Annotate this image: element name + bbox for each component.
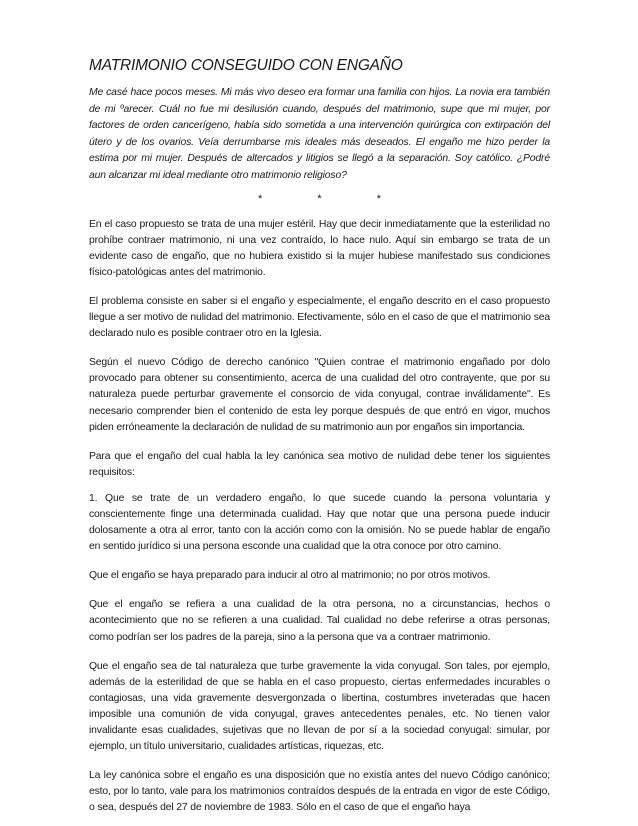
requirement-4: Que el engaño sea de tal naturaleza que turbe gravemente la vida conyugal. Son tales, por ejemplo, además de la esterilidad de que se habla en el caso propuesto, ciertas enfermedades incurables o contagiosas, una vida gravemente desvergonzada o libertina, costumbres inveteradas que hacen imposible una comunión de vida conyugal, graves antecedentes penales, etc. No tienen valor invalidante esas cualidades, sujetivas que no llevan de por sí a la sociedad conyugal: simular, por ejemplo, un título universitario, cualidades artísticas, riquezas, etc. — [89, 660, 550, 753]
requirement-1: 1. Que se trate de un verdadero engaño, lo que sucede cuando la persona voluntaria y conscientemente finge una determinada cualidad. Hay que notar que una persona puede inducir dolosamente a otra al error, tanto con la acción como con la omisión. No se puede hablar de engaño en sentido jurídico si una persona esconde una cualidad que la otra conoce por otro camino. — [89, 492, 550, 553]
page-title: MATRIMONIO CONSEGUIDO CON ENGAÑO — [89, 57, 403, 74]
reader-question: Me casé hace pocos meses. Mi más vivo deseo era formar una familia con hijos. La novia era también de mi ºarecer. Cuál no fue mi desilusión cuando, después del matrimonio, supe que mi mujer, por factores de orden cancerígeno, había sido sometida a una intervención quirúrgica con extirpación del útero y de los ovarios. Veía derrumbarse mis ideales más deseados. El engaño me hizo perder la estima por mi mujer. Después de altercados y litigios se llegó a la separación. Soy católico. ¿Podré aun alcanzar mi ideal mediante otro matrimonio religioso? — [89, 87, 550, 181]
requirement-3: Que el engaño se refiera a una cualidad de la otra persona, no a circunstancias, hechos o acontecimiento que no se refieren a una cualidad. Tal cualidad no debe referirse a otras personas, como podrían ser los padres de la pareja, sino a la persona que va a contraer matrimonio. — [89, 599, 550, 643]
requirement-2: Que el engaño se haya preparado para inducir al otro al matrimonio; no por otros motivos. — [89, 570, 491, 582]
paragraph-1: En el caso propuesto se trata de una mujer estéril. Hay que decir inmediatamente que la esterilidad no prohíbe contraer matrimonio, ni una vez contraído, lo hace nulo. Aquí sin embargo se trata de un evidente caso de engaño, que no hubiera existido si la mujer hubiese manifestado sus condiciones físico-patológicas antes del matrimonio. — [89, 218, 550, 278]
paragraph-last: La ley canónica sobre el engaño es una disposición que no existía antes del nuevo Código canónico; esto, por lo tanto, vale para los matrimonios contraídos después de la entrada en vigor de este Código, o sea, después del 27 de noviembre de 1983. Sólo en el caso de que el engaño haya — [89, 770, 550, 814]
paragraph-2: El problema consiste en saber si el engaño y especialmente, el engaño descrito en el caso propuesto llegue a ser motivo de nulidad del matrimonio. Efectivamente, sólo en el caso de que el matrimonio sea declarado nulo es posible contraer otro en la Iglesia. — [89, 295, 550, 340]
section-separator: * * * — [258, 192, 407, 205]
paragraph-4: Para que el engaño del cual habla la ley canónica sea motivo de nulidad debe tener los siguientes requisitos: — [89, 450, 550, 478]
paragraph-3: Según el nuevo Código de derecho canónico "Quien contrae el matrimonio engañado por dolo provocado para obtener su consentimiento, acerca de una cualidad del otro contrayente, que por su naturaleza puede perturbar gravemente el consorcio de vida conyugal, contrae inválidamente". Es necesario comprender bien el contenido de esta ley porque después de que entró en vigor, muchos piden erróneamente la declaración de nulidad de su matrimonio aun por engaños sin importancia. — [89, 357, 550, 433]
